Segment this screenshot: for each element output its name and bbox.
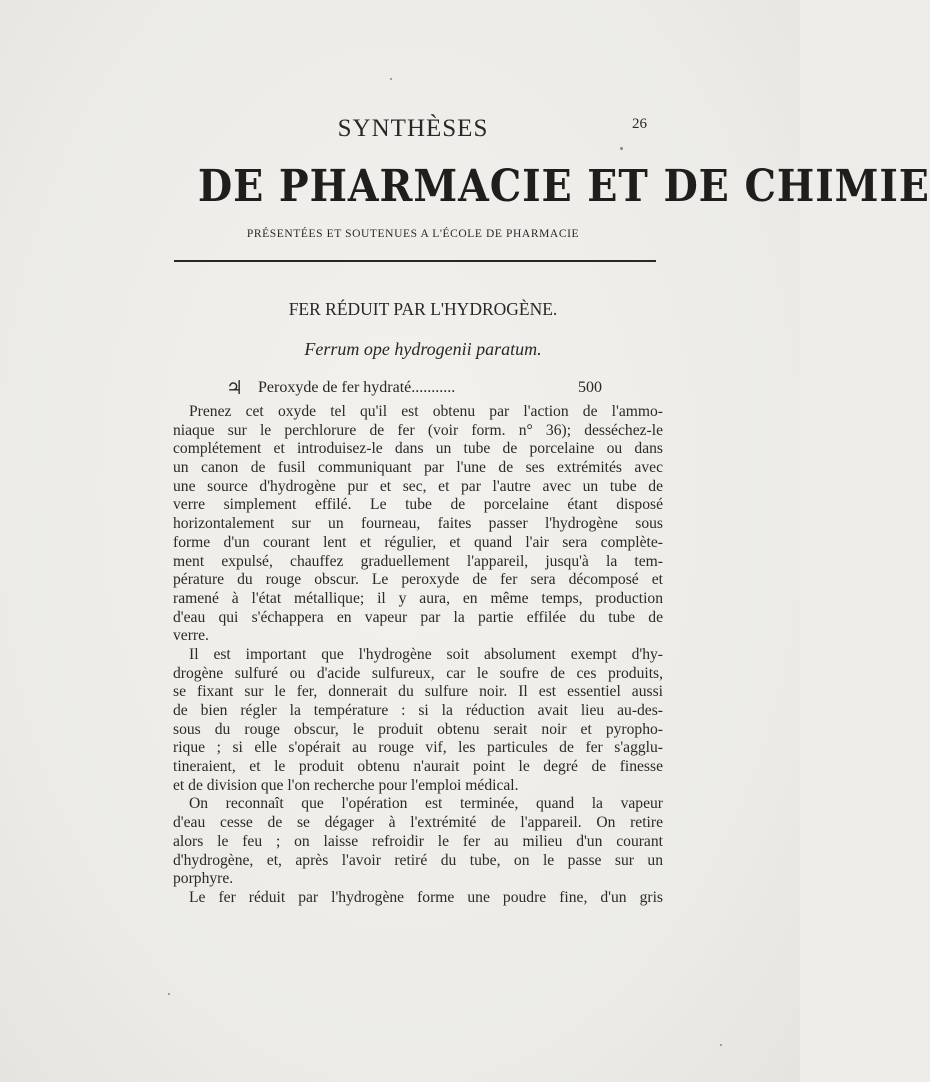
ingredient-quantity: 500 (578, 379, 602, 396)
ingredient-name: Peroxyde de fer hydraté........... (258, 379, 456, 396)
text-line: d'eau cesse de se dégager à l'extrémité de l'appareil. On retire (173, 814, 663, 832)
text-line: se fixant sur le fer, donnerait du sulfure noir. Il est essentiel aussi (173, 683, 663, 701)
text-line: Le fer réduit par l'hydrogène forme une poudre fine, d'un gris (189, 888, 663, 906)
text-line: pérature du rouge obscur. Le peroxyde de fer sera décomposé et (173, 571, 663, 589)
main-title: DE PHARMACIE ET DE CHIMIE (197, 161, 930, 212)
paper-speck (620, 147, 623, 150)
text-line: forme d'un courant lent et régulier, et quand l'air sera complète- (173, 533, 663, 551)
text-line: Il est important que l'hydrogène soit absolument exempt d'hy- (189, 645, 663, 663)
body-text (173, 403, 663, 908)
text-line: rique ; si elle s'opérait au rouge vif, les particules de fer s'agglu- (173, 739, 663, 757)
text-line: d'hydrogène, et, après l'avoir retiré du tube, on le passe sur un (173, 851, 663, 869)
text-line: sous du rouge obscur, le produit obtenu serait noir et pyropho- (173, 720, 663, 738)
text-line: On reconnaît que l'opération est terminée, quand la vapeur (189, 795, 663, 813)
text-line: tineraient, et le produit obtenu n'aurait point le degré de finesse (173, 758, 663, 776)
subtitle: PRÉSENTÉES ET SOUTENUES A L'ÉCOLE DE PHARMACIE (246, 228, 580, 240)
text-line: porphyre. (173, 870, 234, 888)
text-line: verre. (173, 627, 209, 645)
text-line: drogène sulfuré ou d'acide sulfureux, car le soufre de ces produits, (173, 664, 663, 682)
text-line: d'eau qui s'échappera en vapeur par la partie effilée du tube de (173, 608, 663, 626)
paper-speck (168, 993, 170, 995)
text-line: ment expulsé, chauffez graduellement l'appareil, jusqu'à la tem- (173, 552, 663, 570)
paper-speck (390, 78, 392, 80)
text-line: un canon de fusil communiquant par l'une de ses extrémités avec (173, 459, 663, 477)
text-line: niaque sur le perchlorure de fer (voir form. n° 36); desséchez-le (173, 421, 663, 439)
recipe-symbol-icon: ♃ (226, 378, 244, 399)
page-number: 26 (632, 116, 647, 132)
text-line: et de division que l'on recherche pour l'emploi médical. (173, 776, 519, 794)
text-line: Prenez cet oxyde tel qu'il est obtenu par l'action de l'ammo- (189, 403, 663, 420)
section-title: FER RÉDUIT PAR L'HYDROGÈNE. (288, 299, 558, 319)
text-line: ramené à l'état métallique; il y aura, en même temps, production (173, 589, 663, 607)
running-header-title: SYNTHÈSES (337, 115, 489, 142)
text-line: une source d'hydrogène pur et sec, et par l'autre avec un tube de (173, 477, 663, 495)
latin-title: Ferrum ope hydrogenii paratum. (304, 339, 542, 359)
text-line: verre simplement effilé. Le tube de porcelaine étant disposé (173, 496, 663, 514)
text-line: complétement et introduisez-le dans un tube de porcelaine ou dans (173, 440, 663, 458)
text-line: horizontalement sur un fourneau, faites passer l'hydrogène sous (173, 515, 663, 533)
text-line: alors le feu ; on laisse refroidir le fer au milieu d'un courant (173, 832, 663, 850)
paper-speck (720, 1044, 722, 1046)
ingredient-line (226, 377, 606, 401)
text-line: de bien régler la température : si la réduction avait lieu au-des- (173, 702, 663, 719)
header-rule (174, 260, 656, 262)
